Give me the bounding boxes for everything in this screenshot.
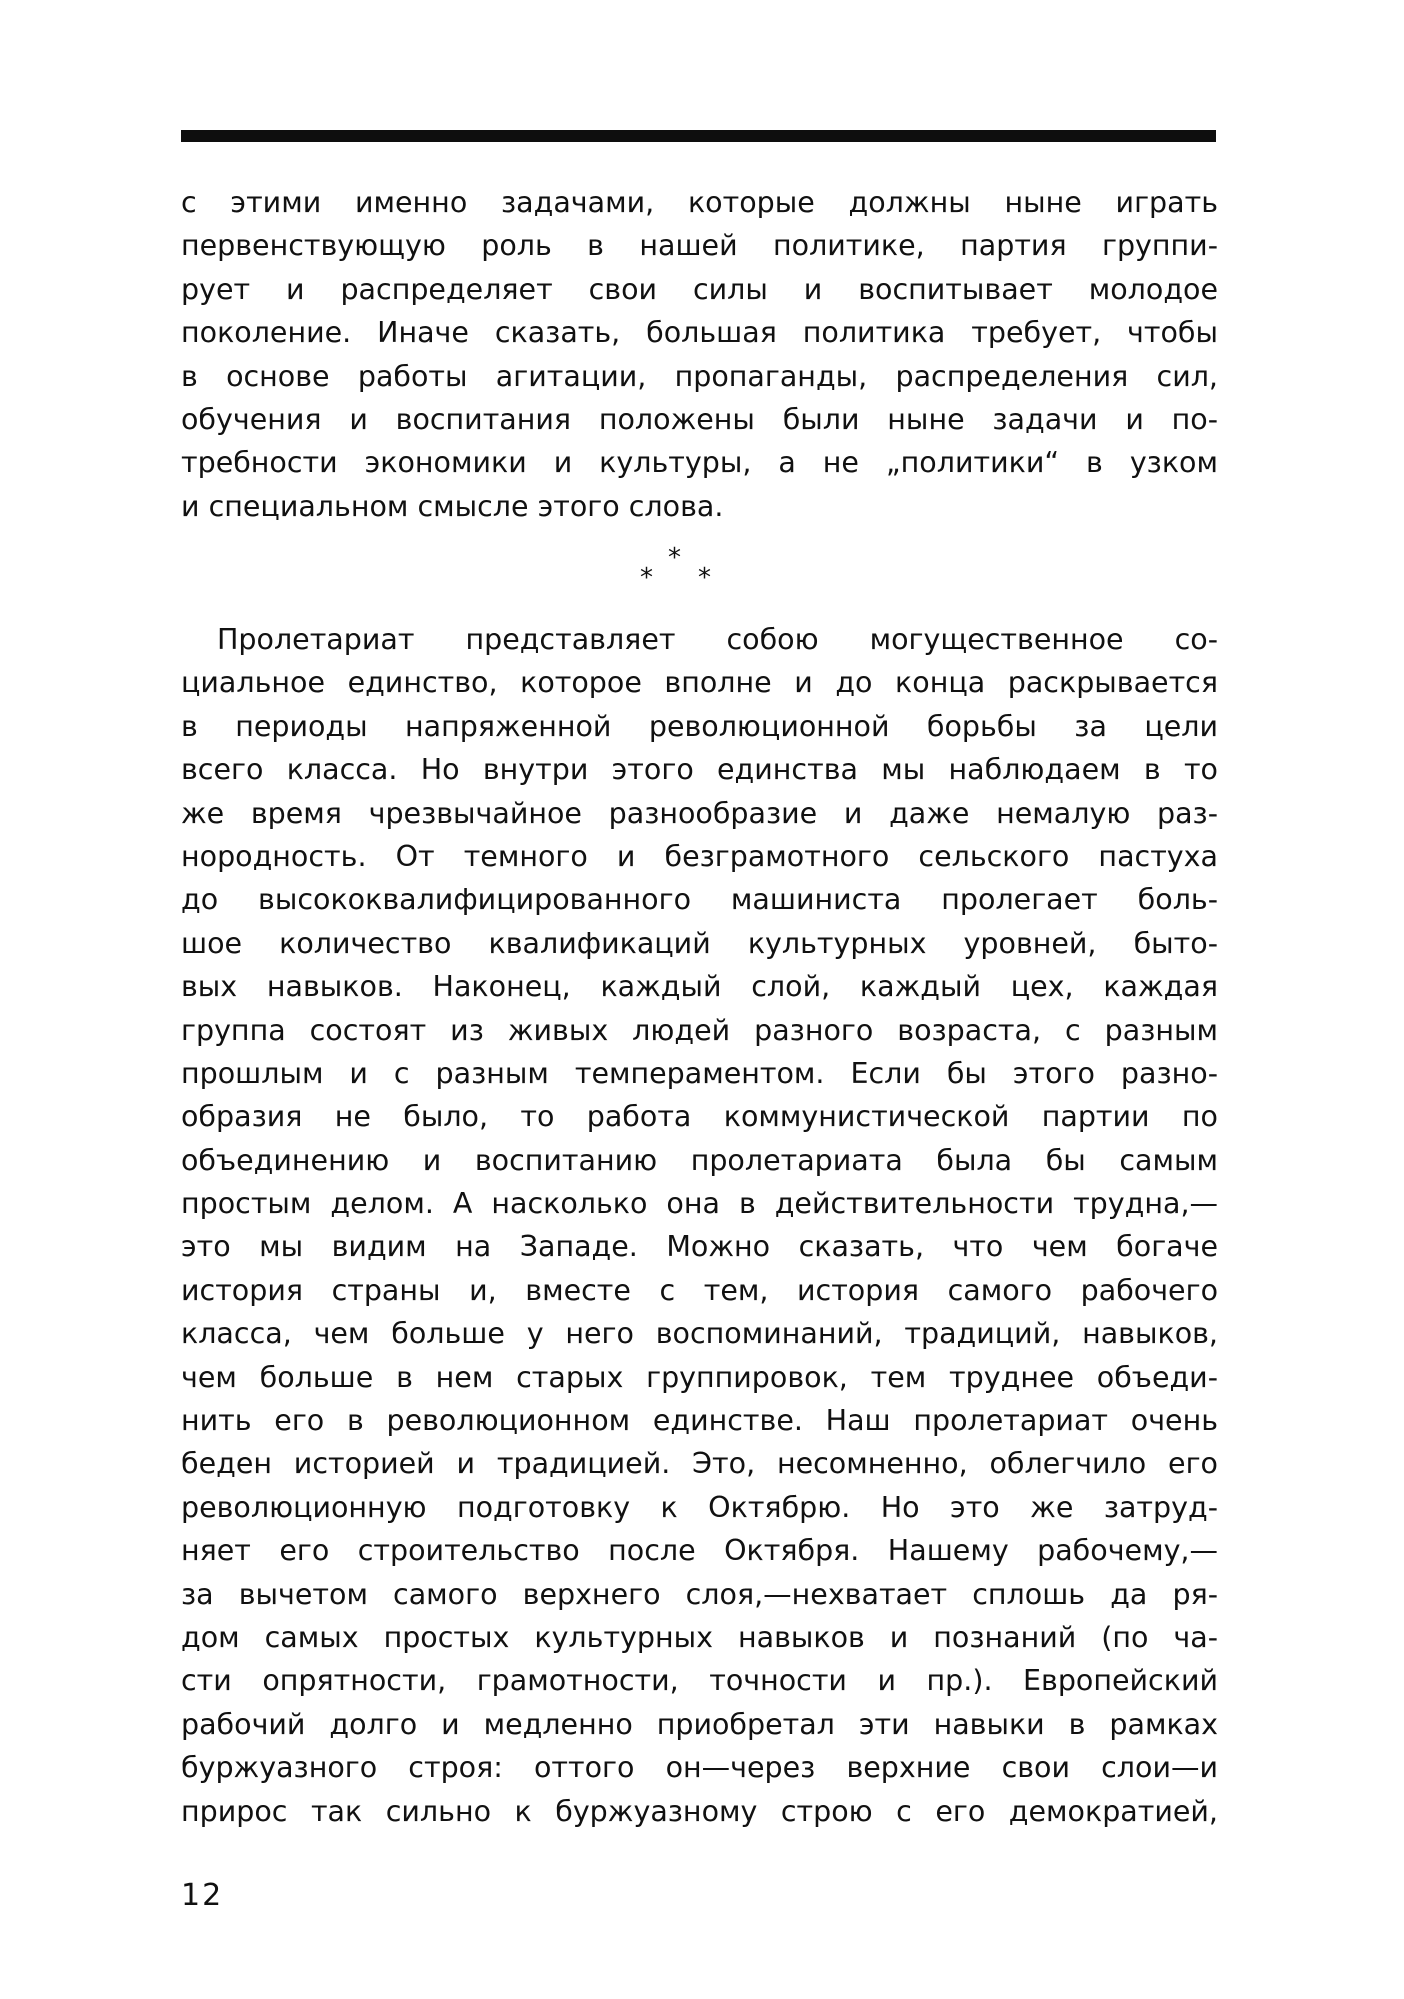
asterisk-glyph: * — [640, 563, 653, 593]
text-line: класса, чем больше у него воспоминаний, традиций, навыков, — [181, 1317, 1218, 1351]
text-line: революционную подготовку к Октябрю. Но это же затруд- — [181, 1490, 1218, 1524]
text-line: рабочий долго и медленно приобретал эти навыки в рамках — [181, 1707, 1218, 1741]
text-line: циальное единство, которое вполне и до конца раскрывается — [181, 666, 1218, 700]
top-rule — [181, 130, 1216, 142]
text-line: чем больше в нем старых группировок, тем труднее объеди- — [181, 1360, 1218, 1394]
text-line: группа состоят из живых людей разного возраста, с разным — [181, 1013, 1218, 1047]
text-line: нородность. От темного и безграмотного сельского пастуха — [181, 839, 1218, 873]
text-line: за вычетом самого верхнего слоя,—нехватает сплошь да ря- — [181, 1577, 1218, 1611]
text-line: вых навыков. Наконец, каждый слой, каждый цех, каждая — [181, 970, 1218, 1004]
section-separator — [640, 545, 760, 605]
paragraph-2 — [181, 618, 1218, 1833]
text-line: обучения и воспитания положены были ныне задачи и по- — [181, 402, 1218, 436]
page-number: 12 — [181, 1878, 224, 1913]
text-line: прошлым и с разным темпераментом. Если бы этого разно- — [181, 1056, 1218, 1090]
text-line: шое количество квалификаций культурных уровней, быто- — [181, 926, 1218, 960]
asterisk-glyph: * — [698, 563, 711, 593]
text-line: беден историей и традицией. Это, несомненно, облегчило его — [181, 1447, 1218, 1481]
asterisk-glyph: * — [668, 543, 681, 573]
text-line: дом самых простых культурных навыков и познаний (по ча- — [181, 1620, 1218, 1654]
paragraph-1 — [181, 181, 1218, 528]
text-line: нить его в революционном единстве. Наш пролетариат очень — [181, 1404, 1218, 1438]
text-line: простым делом. А насколько она в действительности трудна,— — [181, 1187, 1218, 1221]
text-line: сти опрятности, грамотности, точности и пр.). Европейский — [181, 1664, 1218, 1698]
text-line: первенствующую роль в нашей политике, партия группи- — [181, 229, 1218, 263]
text-line: рует и распределяет свои силы и воспитывает молодое — [181, 272, 1218, 306]
text-line: всего класса. Но внутри этого единства мы наблюдаем в то — [181, 753, 1218, 787]
text-line: поколение. Иначе сказать, большая политика требует, чтобы — [181, 316, 1218, 350]
text-line: же время чрезвычайное разнообразие и даже немалую раз- — [181, 796, 1218, 830]
text-line: прирос так сильно к буржуазному строю с его демократией, — [181, 1794, 1218, 1828]
text-line: требности экономики и культуры, а не „политики“ в узком — [181, 446, 1218, 480]
text-line: в периоды напряженной революционной борьбы за цели — [181, 709, 1218, 743]
text-line: это мы видим на Западе. Можно сказать, что чем богаче — [181, 1230, 1218, 1264]
text-line: с этими именно задачами, которые должны ныне играть — [181, 186, 1218, 219]
text-line: до высококвалифицированного машиниста пролегает боль- — [181, 883, 1218, 917]
text-line: буржуазного строя: оттого он—через верхние свои слои—и — [181, 1751, 1218, 1785]
text-line: Пролетариат представляет собою могущественное со- — [217, 623, 1218, 656]
text-line: объединению и воспитанию пролетариата была бы самым — [181, 1143, 1218, 1177]
text-line: история страны и, вместе с тем, история самого рабочего — [181, 1273, 1218, 1307]
text-line: образия не было, то работа коммунистической партии по — [181, 1100, 1218, 1134]
text-line: в основе работы агитации, пропаганды, распределения сил, — [181, 359, 1218, 393]
text-line: и специальном смысле этого слова. — [181, 489, 724, 523]
text-line: няет его строительство после Октября. Нашему рабочему,— — [181, 1534, 1218, 1568]
